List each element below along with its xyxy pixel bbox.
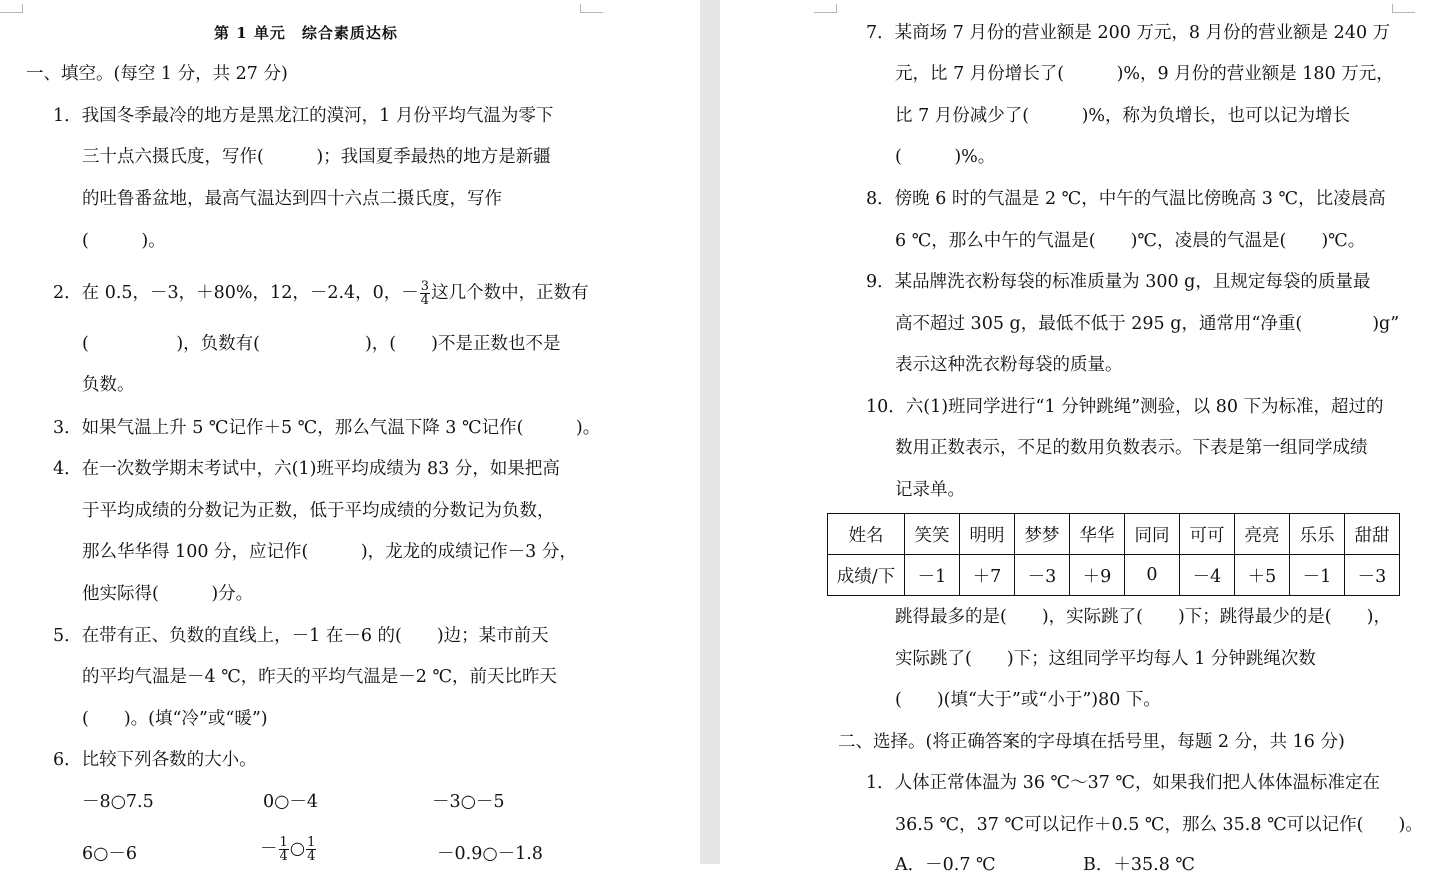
compare-circle: ○ [289,839,306,859]
q1-line: ( )。 [82,231,166,251]
right-page [720,0,1429,875]
table-cell: ＋9 [1070,555,1125,596]
section-2-heading: 二、选择。(将正确答案的字母填在括号里，每题 2 分，共 16 分) [838,732,1345,752]
q7-line: ( )%。 [895,147,996,167]
q1-line: 1．我国冬季最冷的地方是黑龙江的漠河，1 月份平均气温为零下 [53,106,554,126]
corner-mark [0,4,23,13]
q10-line: 10．六(1)班同学进行“1 分钟跳绳”测验，以 80 下为标准，超过的 [866,397,1384,417]
question-6: 6．比较下列各数的大小。 [53,750,257,770]
q4-line: 那么华华得 100 分，应记作( )，龙龙的成绩记作－3 分， [82,542,577,562]
left-page [0,0,700,864]
section-1-heading: 一、填空。(每空 1 分，共 27 分) [26,64,288,84]
q10-after-line: ( )(填“大于”或“小于”)80 下。 [895,690,1161,710]
unit-title: 第 1 单元 综合素质达标 [214,24,398,42]
question-3: 3．如果气温上升 5 ℃记作＋5 ℃，那么气温下降 3 ℃记作( )。 [53,418,601,438]
q10-line: 记录单。 [895,480,965,500]
fraction-denominator: 4 [307,849,316,864]
table-cell: 笑笑 [905,514,960,555]
fraction [306,836,316,863]
table-cell: 华华 [1070,514,1125,555]
score-table [827,513,1400,596]
s2q1-line: 36.5 ℃，37 ℃可以记作＋0.5 ℃，那么 35.8 ℃可以记作( )。 [895,815,1423,835]
compare-item-fractions [260,836,317,863]
table-cell: －1 [1290,555,1345,596]
table-header-cell: 成绩/下 [828,555,905,596]
table-cell: 亮亮 [1235,514,1290,555]
table-cell: ＋5 [1235,555,1290,596]
fraction-numerator: 1 [307,835,316,850]
page-gutter [700,0,720,864]
q4-line: 4．在一次数学期末考试中，六(1)班平均成绩为 83 分，如果把高 [53,459,560,479]
q10-line: 数用正数表示，不足的数用负数表示。下表是第一组同学成绩 [895,438,1368,458]
table-cell: 明明 [960,514,1015,555]
q7-line: 元，比 7 月份增长了( )%，9 月份的营业额是 180 万元， [895,64,1394,84]
q4-line: 于平均成绩的分数记为正数，低于平均成绩的分数记为负数， [82,501,555,521]
option-a: A．－0.7 ℃ [895,855,996,875]
q5-line: 5．在带有正、负数的直线上，－1 在－6 的( )边；某市前天 [53,626,549,646]
table-cell: 0 [1125,555,1180,596]
table-cell: 可可 [1180,514,1235,555]
q8-line: 8．傍晚 6 时的气温是 2 ℃，中午的气温比傍晚高 3 ℃，比凌晨高 [866,189,1386,209]
fraction-numerator: 3 [420,279,430,294]
q2-line: ( )，负数有( )，( )不是正数也不是 [82,334,561,354]
table-cell: ＋7 [960,555,1015,596]
table-cell: 甜甜 [1345,514,1400,555]
q7-line: 7．某商场 7 月份的营业额是 200 万元，8 月份的营业额是 240 万 [866,23,1391,43]
fraction-numerator: 1 [279,835,288,850]
table-cell: 梦梦 [1015,514,1070,555]
table-row [828,514,1400,555]
fraction [279,836,289,863]
q1-line: 的吐鲁番盆地，最高气温达到四十六点二摄氏度，写作 [82,189,502,209]
q2-line: 负数。 [82,375,135,395]
option-b: B．＋35.8 ℃ [1083,855,1195,875]
table-cell: 同同 [1125,514,1180,555]
q5-line: 的平均气温是－4 ℃，昨天的平均气温是－2 ℃，前天比昨天 [82,667,558,687]
q9-line: 9．某品牌洗衣粉每袋的标准质量为 300 g，且规定每袋的质量最 [866,272,1371,292]
q4-line: 他实际得( )分。 [82,584,254,604]
table-cell: －1 [905,555,960,596]
q10-after-line: 实际跳了( )下；这组同学平均每人 1 分钟跳绳次数 [895,649,1316,669]
table-cell: －3 [1345,555,1400,596]
q1-line: 三十点六摄氏度，写作( )；我国夏季最热的地方是新疆 [82,147,551,167]
negative-sign: － [260,839,278,859]
q2-text-post: 这几个数中，正数有 [431,283,589,303]
compare-item: －8○7.5 [82,792,154,812]
compare-item: 6○－6 [82,844,138,864]
corner-mark [1392,4,1415,13]
table-header-cell: 姓名 [828,514,905,555]
compare-item: －3○－5 [432,792,505,812]
corner-mark [814,4,837,13]
q10-after-line: 跳得最多的是( )，实际跳了( )下；跳得最少的是( )， [895,607,1391,627]
q8-line: 6 ℃，那么中午的气温是( )℃，凌晨的气温是( )℃。 [895,231,1366,251]
corner-mark [580,4,603,13]
q5-line: ( )。(填“冷”或“暖”) [82,709,268,729]
q2-text-pre: 2．在 0.5，－3，＋80%，12，－2.4，0，－ [53,283,419,303]
compare-item: 0○－4 [263,792,319,812]
q2-line [53,280,589,307]
compare-item: －0.9○－1.8 [437,844,543,864]
fraction [420,280,430,307]
table-cell: 乐乐 [1290,514,1345,555]
q9-line: 高不超过 305 g，最低不低于 295 g，通常用“净重( )g” [895,314,1400,334]
q9-line: 表示这种洗衣粉每袋的质量。 [895,355,1123,375]
fraction-denominator: 4 [420,293,430,308]
table-row [828,555,1400,596]
table-cell: －3 [1015,555,1070,596]
fraction-denominator: 4 [279,849,288,864]
s2q1-line: 1．人体正常体温为 36 ℃～37 ℃，如果我们把人体体温标准定在 [866,773,1381,793]
q7-line: 比 7 月份减少了( )%，称为负增长，也可以记为增长 [895,106,1351,126]
table-cell: －4 [1180,555,1235,596]
